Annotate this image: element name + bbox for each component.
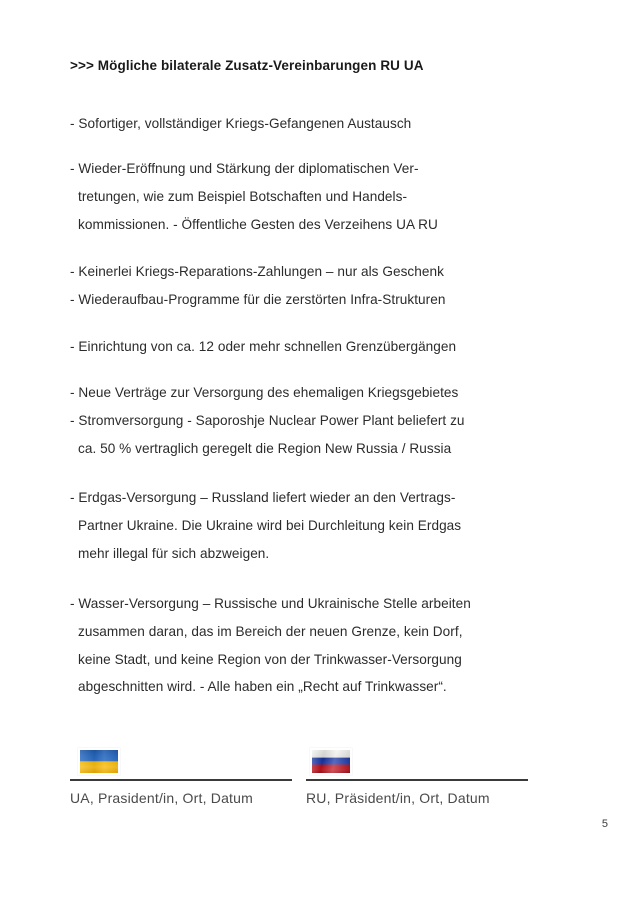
body-line: Partner Ukraine. Die Ukraine wird bei Durchleitung kein Erdgas (78, 517, 462, 533)
body-line: - Sofortiger, vollständiger Kriegs-Gefangenen Austausch (70, 116, 412, 131)
ukraine-flag-icon (78, 748, 120, 775)
signature-caption-ua: UA, Prasident/in, Ort, Datum (70, 790, 253, 806)
body-line: - Wiederaufbau-Programme für die zerstörten Infra-Strukturen (70, 291, 446, 307)
body-line: mehr illegal für sich abzweigen. (78, 545, 270, 561)
body-line: zusammen daran, das im Bereich der neuen Grenze, kein Dorf, (78, 623, 463, 639)
body-line: - Wasser-Versorgung – Russische und Ukrainische Stelle arbeiten (70, 596, 471, 611)
paragraph-pow-exchange (70, 110, 570, 138)
russia-flag-icon (310, 748, 352, 775)
signature-line (70, 779, 292, 781)
paragraph-supply-contracts-power (70, 379, 570, 462)
body-line: ca. 50 % vertraglich geregelt die Region New Russia / Russia (78, 440, 452, 456)
paragraph-reparations-reconstruction (70, 258, 570, 314)
body-line: - Einrichtung von ca. 12 oder mehr schnellen Grenzübergängen (70, 339, 457, 354)
signature-block-ua (70, 748, 292, 806)
page-title: >>> Mögliche bilaterale Zusatz-Vereinbarungen RU UA (70, 58, 424, 73)
body-line: keine Stadt, und keine Region von der Trinkwasser-Versorgung (78, 651, 462, 667)
paragraph-water-supply (70, 590, 570, 701)
signature-block-ru (306, 748, 528, 806)
body-line: kommissionen. - Öffentliche Gesten des Verzeihens UA RU (78, 216, 438, 232)
body-line: - Wieder-Eröffnung und Stärkung der diplomatischen Ver- (70, 161, 419, 176)
signature-caption-ru: RU, Präsident/in, Ort, Datum (306, 790, 490, 806)
paragraph-border-crossings (70, 333, 570, 361)
page-number: 5 (601, 818, 608, 830)
body-line: - Keinerlei Kriegs-Reparations-Zahlungen – nur als Geschenk (70, 264, 444, 279)
signature-line (306, 779, 528, 781)
body-line: abgeschnitten wird. - Alle haben ein „Recht auf Trinkwasser“. (78, 679, 447, 695)
paragraph-diplomatic-representation (70, 155, 570, 238)
body-line: - Erdgas-Versorgung – Russland liefert wieder an den Vertrags- (70, 490, 456, 505)
body-line: - Stromversorgung - Saporoshje Nuclear Power Plant beliefert zu (70, 412, 465, 428)
body-line: - Neue Verträge zur Versorgung des ehemaligen Kriegsgebietes (70, 385, 459, 400)
body-line: tretungen, wie zum Beispiel Botschaften und Handels- (78, 188, 408, 204)
paragraph-natural-gas (70, 484, 570, 567)
